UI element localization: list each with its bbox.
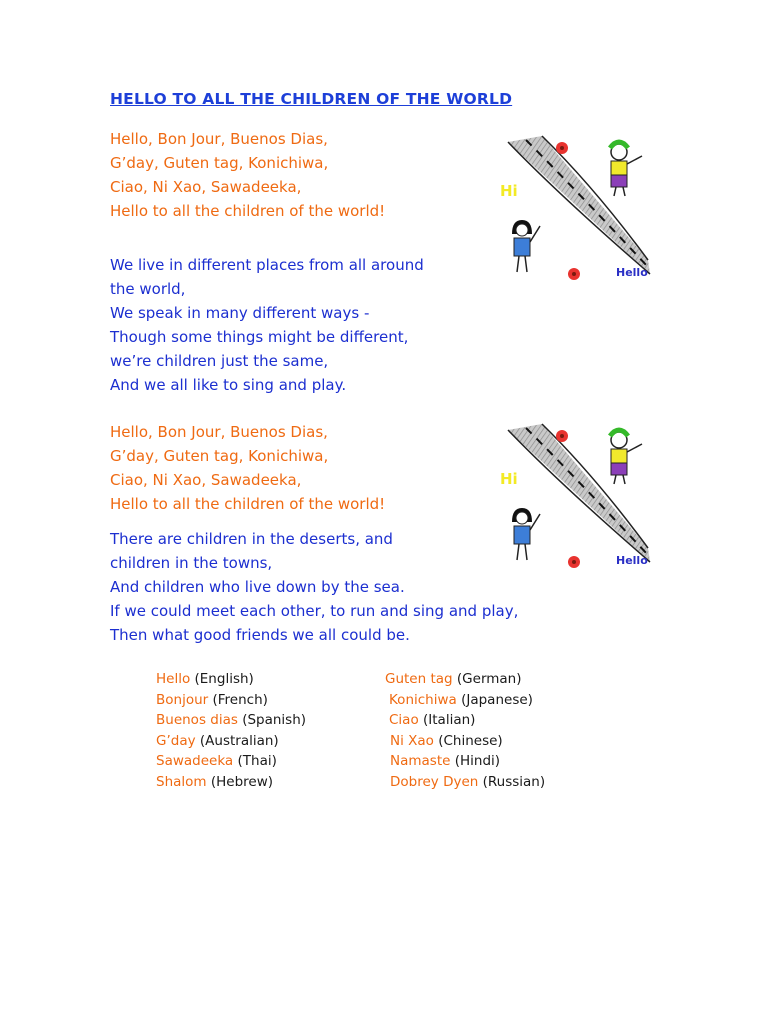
stanza-line: Hello, Bon Jour, Buenos Dias, [110, 423, 328, 441]
verse-stanza-1 [110, 253, 424, 397]
flower-icon [568, 556, 580, 568]
hello-label: Hello [616, 266, 648, 279]
greeting-word: Bonjour [156, 691, 209, 708]
page-title: HELLO TO ALL THE CHILDREN OF THE WORLD [110, 90, 513, 108]
child-figure-icon [512, 220, 540, 272]
greeting-item [385, 772, 545, 793]
greetings-list-left [156, 669, 306, 793]
child-figure-icon [512, 508, 540, 560]
hello-label: Hello [616, 554, 648, 567]
greetings-list-right [385, 669, 545, 793]
stanza-line: Hello, Bon Jour, Buenos Dias, [110, 130, 328, 148]
greeting-item [156, 690, 306, 711]
greeting-item [385, 751, 545, 772]
greeting-word: Buenos dias [156, 712, 238, 729]
greeting-item [156, 669, 306, 690]
greeting-word: Guten tag [385, 671, 453, 687]
greeting-word: Sawadeeka [156, 753, 234, 770]
greeting-word: Ni Xao [390, 732, 434, 749]
stanza-line: If we could meet each other, to run and sing and play, [110, 602, 519, 620]
stanza-line: the world, [110, 280, 186, 298]
stanza-line: We live in different places from all around [110, 256, 424, 274]
greeting-language: (Australian) [199, 732, 279, 749]
stanza-line: children in the towns, [110, 554, 273, 572]
greeting-item [156, 731, 306, 752]
stanza-line: There are children in the deserts, and [110, 530, 393, 548]
greeting-item [385, 690, 545, 711]
greeting-language: (French) [212, 691, 268, 708]
verse-stanza-2 [110, 527, 518, 647]
flower-icon [556, 430, 568, 442]
flower-icon [556, 142, 568, 154]
stanza-line: Ciao, Ni Xao, Sawadeeka, [110, 178, 302, 196]
greeting-language: (English) [194, 671, 254, 687]
greeting-language: (German) [456, 671, 522, 687]
greeting-language: (Japanese) [461, 691, 533, 708]
chorus-stanza-2 [110, 420, 385, 516]
road-drawing-svg [490, 414, 662, 574]
greeting-language: (Thai) [237, 753, 277, 770]
greeting-language: (Chinese) [438, 732, 503, 749]
stanza-line: G’day, Guten tag, Konichiwa, [110, 447, 329, 465]
hi-label: Hi [500, 470, 518, 488]
greeting-word: Hello [156, 671, 191, 687]
greeting-language: (Spanish) [242, 712, 307, 729]
child-figure-icon [610, 430, 642, 484]
greeting-item [156, 751, 306, 772]
stanza-line: we’re children just the same, [110, 352, 329, 370]
greeting-word: G’day [156, 732, 196, 749]
stanza-line: G’day, Guten tag, Konichiwa, [110, 154, 329, 172]
road-drawing-svg [490, 126, 662, 286]
greeting-language: (Hebrew) [210, 773, 274, 790]
stanza-line: Though some things might be different, [110, 328, 409, 346]
greeting-item [156, 710, 306, 731]
stanza-line: We speak in many different ways - [110, 304, 370, 322]
greeting-language: (Hindi) [454, 753, 501, 770]
greeting-word: Ciao [389, 712, 419, 729]
stanza-line: And children who live down by the sea. [110, 578, 405, 596]
stanza-line: Hello to all the children of the world! [110, 202, 386, 220]
greeting-item [385, 669, 545, 690]
greeting-word: Namaste [390, 753, 451, 770]
stanza-line: Then what good friends we all could be. [110, 626, 410, 644]
child-figure-icon [610, 142, 642, 196]
greeting-item [385, 731, 545, 752]
greeting-word: Shalom [156, 773, 207, 790]
greeting-language: (Italian) [423, 712, 476, 729]
greeting-item [156, 772, 306, 793]
hi-label: Hi [500, 182, 518, 200]
stanza-line: Hello to all the children of the world! [110, 495, 386, 513]
greeting-language: (Russian) [482, 773, 546, 790]
chorus-stanza-1 [110, 127, 385, 223]
children-road-drawing [490, 414, 662, 574]
greeting-word: Konichiwa [389, 691, 457, 708]
greeting-word: Dobrey Dyen [390, 773, 479, 790]
stanza-line: And we all like to sing and play. [110, 376, 347, 394]
children-road-drawing [490, 126, 662, 286]
stanza-line: Ciao, Ni Xao, Sawadeeka, [110, 471, 302, 489]
greeting-item [385, 710, 545, 731]
flower-icon [568, 268, 580, 280]
